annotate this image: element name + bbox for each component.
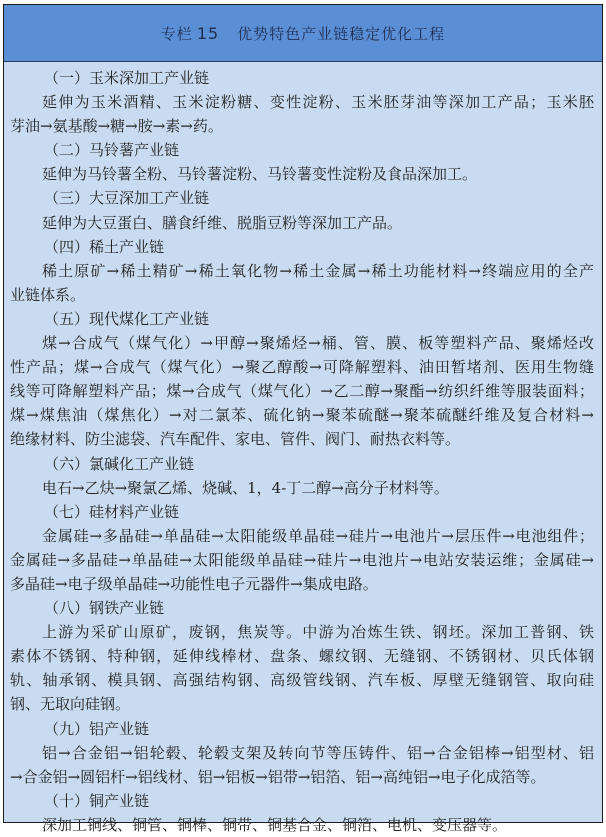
- column-title: 优势特色产业链稳定优化工程: [237, 24, 446, 43]
- section-text-line: 稀土原矿→稀土精矿→稀土氧化物→稀土金属→稀土功能材料→终端应用的全产: [42, 261, 594, 280]
- section-text-line: 金属硅→多晶硅→单晶硅→太阳能级单晶硅→硅片→电池片→电站安装运维；金属硅→: [10, 550, 594, 569]
- section: [10, 452, 594, 500]
- section: [10, 66, 594, 138]
- column-prefix: 专栏: [160, 24, 193, 43]
- section-text-line: 轨、轴承钢、模具钢、高强结构钢、高级管线钢、汽车板、厚壁无缝钢管、取向硅: [10, 671, 594, 690]
- section-text-line: 素体不锈钢、特种钢，延伸线棒材、盘条、螺纹钢、无缝钢、不锈钢材、贝氏体钢: [10, 647, 594, 666]
- section-heading: （九）铝产业链: [44, 719, 150, 738]
- section-text-line: 电石→乙炔→聚氯乙烯、烧碱、1，4-丁二醇→高分子材料等。: [42, 478, 449, 497]
- column-body: [4, 62, 602, 837]
- section-text-line: 芽油→氨基酸→糖→胺→素→药。: [10, 117, 223, 136]
- section-text-line: 性产品；煤→合成气（煤气化）→聚乙醇酸→可降解塑料、油田暂堵剂、医用生物缝: [10, 358, 594, 377]
- section: [10, 717, 594, 789]
- column-number: 15: [196, 23, 220, 43]
- section: [10, 596, 594, 716]
- section-text-line: 金属硅→多晶硅→单晶硅→太阳能级单晶硅→硅片→电池片→层压件→电池组件；: [42, 526, 594, 545]
- section-heading: （一）玉米深加工产业链: [44, 69, 210, 87]
- section-heading: （三）大豆深加工产业链: [44, 189, 210, 208]
- section-text-line: 深加工铜线、铜管、铜棒、铜带、铜基合金、铜箔、电机、变压器等。: [42, 815, 508, 834]
- section-heading: （六）氯碱化工产业链: [44, 454, 195, 473]
- section-text-line: →合金铝→圆铝杆→铝线材、铝→铝板→铝带→铝箔、铝→高纯铝→电子化成箔等。: [10, 767, 546, 786]
- section-heading: （四）稀土产业链: [44, 237, 165, 256]
- section-text-line: 延伸为马铃薯全粉、马铃薯淀粉、马铃薯变性淀粉及食品深加工。: [42, 165, 478, 184]
- column-box: [3, 4, 603, 834]
- section: [10, 789, 594, 837]
- section-text-line: 延伸为玉米酒精、玉米淀粉糖、变性淀粉、玉米胚芽油等深加工产品；玉米胚: [42, 93, 594, 112]
- section-text-line: 铝→合金铝→铝轮毂、轮毂支架及转向节等压铸件、铝→合金铝棒→铝型材、铝: [42, 743, 594, 762]
- section-text-line: 多晶硅→电子级单晶硅→功能性电子元器件→集成电路。: [10, 574, 378, 593]
- section-text-line: 线等可降解塑料产品；煤→合成气（煤气化）→乙二醇→聚酯→纺织纤维等服装面料；: [10, 382, 594, 401]
- section-text-line: 煤→合成气（煤气化）→甲醇→聚烯烃→桶、管、膜、板等塑料产品、聚烯烃改: [42, 334, 594, 353]
- section: [10, 138, 594, 186]
- section-text-line: 绝缘材料、防尘滤袋、汽车配件、家电、管件、阀门、耐热衣料等。: [10, 430, 461, 449]
- section-text-line: 业链体系。: [10, 285, 86, 304]
- section-heading: （七）硅材料产业链: [44, 502, 180, 521]
- section-text-line: 上游为采矿山原矿，废钢，焦炭等。中游为冶炼生铁、钢坯。深加工普钢、铁: [42, 623, 594, 642]
- section: [10, 235, 594, 307]
- section-heading: （八）钢铁产业链: [44, 599, 165, 618]
- section: [10, 500, 594, 596]
- section-heading: （二）马铃薯产业链: [44, 141, 180, 160]
- section-text-line: 延伸为大豆蛋白、膳食纤维、脱脂豆粉等深加工产品。: [42, 213, 403, 232]
- section-heading: （五）现代煤化工产业链: [44, 309, 210, 328]
- section: [10, 307, 594, 452]
- section: [10, 186, 594, 234]
- section-text-line: 煤→煤焦油（煤焦化）→对二氯苯、硫化钠→聚苯硫醚→聚苯硫醚纤维及复合材料→: [10, 406, 594, 425]
- section-text-line: 钢、无取向硅钢。: [10, 695, 131, 714]
- column-header: [4, 5, 602, 62]
- section-heading: （十）铜产业链: [44, 791, 150, 810]
